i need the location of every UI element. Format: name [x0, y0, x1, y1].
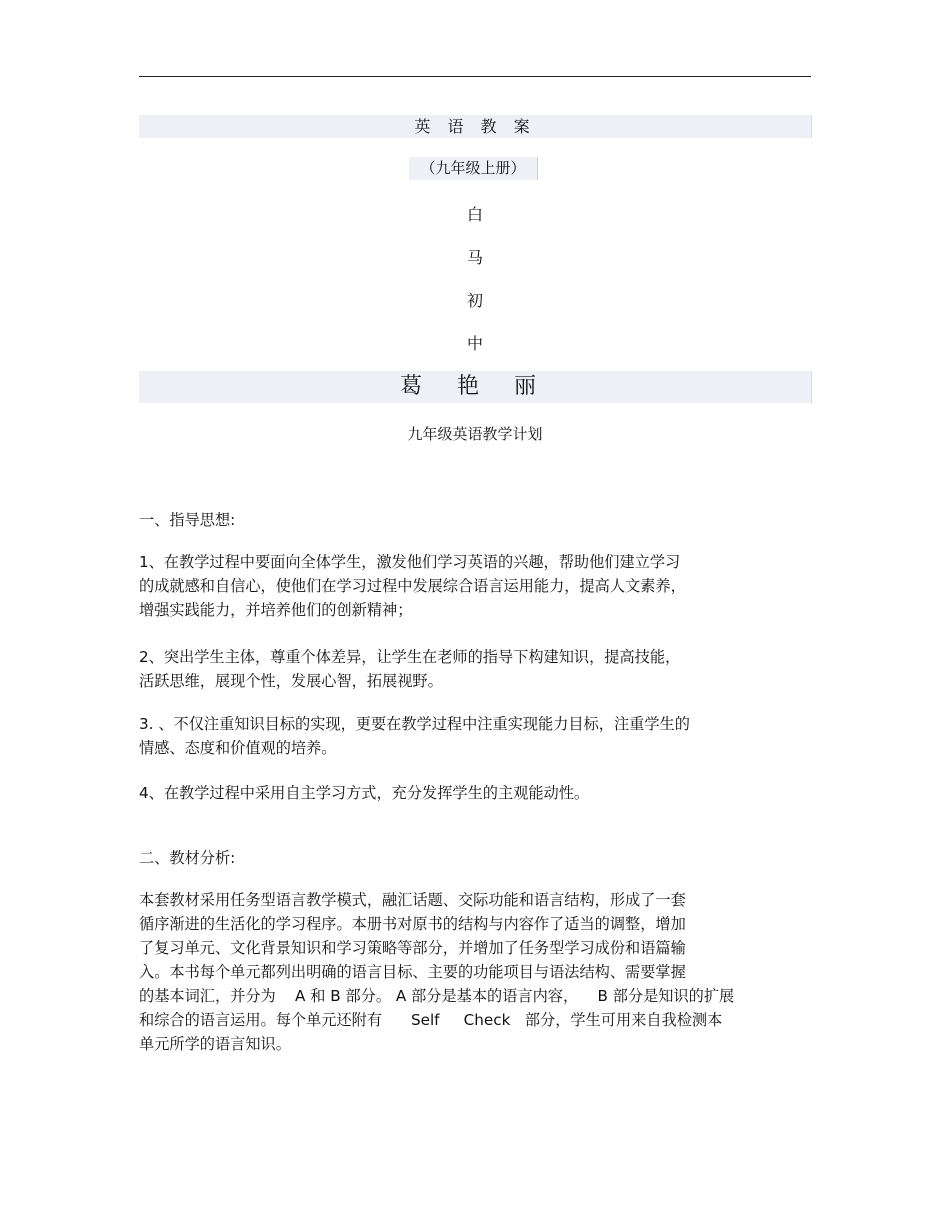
school-char-3: 初: [466, 291, 483, 310]
section2-heading: 二、教材分析:: [139, 849, 236, 867]
guideline-item-3: 3. 、不仅注重知识目标的实现，更要在教学过程中注重实现能力目标，注重学生的 情感、态度和价值观的培养。: [139, 715, 690, 757]
textbook-analysis-paragraph: 本套教材采用任务型语言教学模式，融汇话题、交际功能和语言结构，形成了一套 循序渐进的生活化的学习程序。本册书对原书的结构与内容作了适当的调整，增加 了复习单元、文化背景知识和学习策略等部分，并增加了任务型学习成份和语篇输 入。本书每个单元都列出明确的语言目标、主要的功能项目与语法结构、需要掌握 的基本词汇，并分为 A 和 B 部分。 A 部分是基本的语言内容， B 部分是知识的扩展 和综合的语言运用。每个单元还附有 Self Check 部分，学生可用来自我检测本 单元所学的语言知识。: [139, 891, 735, 1053]
school-char-2: 马: [466, 248, 483, 267]
plan-title: 九年级英语教学计划: [407, 425, 543, 443]
doc-title: 英 语 教 案: [139, 115, 812, 138]
guideline-item-1: 1、在教学过程中要面向全体学生，激发他们学习英语的兴趣，帮助他们建立学习 的成就感和自信心，使他们在学习过程中发展综合语言运用能力，提高人文素养， 增强实践能力，并培养他们的创新精神；: [139, 553, 686, 619]
teacher-name: 葛 艳 丽: [139, 371, 812, 403]
section1-heading: 一、指导思想:: [139, 511, 236, 529]
guideline-item-4: 4、在教学过程中采用自主学习方式，充分发挥学生的主观能动性。: [139, 784, 590, 802]
school-char-4: 中: [466, 334, 483, 353]
top-rule: [139, 76, 811, 77]
school-char-1: 白: [466, 205, 483, 224]
grade-label: （九年级上册）: [409, 157, 538, 180]
guideline-item-2: 2、突出学生主体，尊重个体差异，让学生在老师的指导下构建知识，提高技能， 活跃思维，展现个性，发展心智，拓展视野。: [139, 648, 681, 690]
